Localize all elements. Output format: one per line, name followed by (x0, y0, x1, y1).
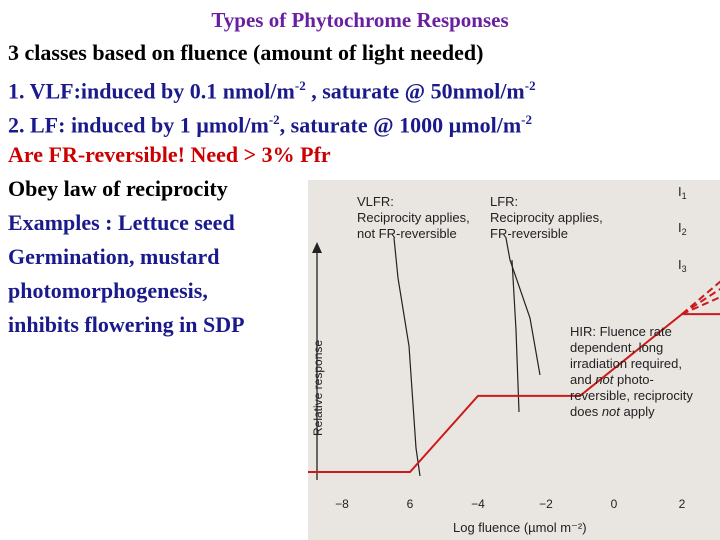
series-line-vlfr (308, 396, 546, 472)
hir-line5: reversible, reciprocity (570, 388, 693, 403)
x-axis-label: Log fluence (µmol m⁻²) (453, 520, 587, 535)
hir-line4-em: not (595, 372, 614, 387)
hir-line6-pre: does (570, 404, 602, 419)
x-tick-label: −2 (539, 497, 553, 511)
x-tick-label: 0 (610, 497, 618, 511)
lf-mid: , saturate @ 1000 µmol/m (279, 112, 522, 138)
vlfr-line1: Reciprocity applies, (357, 210, 470, 225)
photomorphogenesis-line: photomorphogenesis, (8, 278, 208, 303)
fr-reversible-line: Are FR-reversible! Need > 3% Pfr (8, 142, 331, 167)
lf-sup2: -2 (521, 112, 532, 127)
fluence-classes-line: 3 classes based on fluence (amount of light needed) (8, 40, 484, 65)
lf-sup1: -2 (268, 112, 280, 127)
lfr-line1: Reciprocity applies, (490, 210, 603, 225)
hir-line6-post: apply (619, 404, 655, 419)
hir-line6 (570, 404, 655, 419)
series-line-hir-i3 (682, 249, 720, 314)
vlfr-title: VLFR: (357, 194, 394, 209)
vlf-sup2: -2 (524, 78, 536, 93)
examples-line: Examples : Lettuce seed (8, 210, 235, 235)
vlfr-line2: not FR-reversible (357, 226, 457, 241)
hir-line2: dependent, long (570, 340, 664, 355)
x-tick-label: −8 (335, 497, 349, 511)
label-i3: $I_3$ (678, 257, 687, 274)
x-tick-labels (335, 497, 720, 511)
vlf-sup1: -2 (294, 78, 306, 93)
x-tick-label: 6 (406, 497, 414, 511)
fluence-response-figure (308, 180, 720, 540)
label-i1: $I_1$ (678, 184, 687, 201)
y-axis-label: Relative response (311, 339, 325, 436)
reciprocity-line: Obey law of reciprocity (8, 176, 228, 201)
flowering-line: inhibits flowering in SDP (8, 312, 245, 337)
label-i2: $I_2$ (678, 220, 687, 237)
x-tick-label: 2 (678, 497, 686, 511)
lfr-pointer-1 (506, 238, 540, 375)
hir-line6-em: not (601, 404, 620, 419)
germination-line: Germination, mustard (8, 244, 220, 269)
vlf-mid: , saturate @ 50nmol/m (305, 78, 525, 104)
lfr-line2: FR-reversible (490, 226, 569, 241)
slide-title: Types of Phytochrome Responses (211, 8, 509, 32)
series-line-hir-i1 (682, 190, 720, 314)
vlf-text: 1. VLF:induced by 0.1 nmol/m (8, 78, 295, 104)
hir-line1: HIR: Fluence rate (570, 324, 672, 339)
lf-line (8, 107, 532, 138)
vlf-line (8, 73, 536, 104)
lf-text: 2. LF: induced by 1 µmol/m (8, 112, 269, 138)
vlfr-pointer-2 (398, 278, 420, 476)
hir-line4-post: photo- (613, 372, 654, 387)
hir-line4 (570, 372, 654, 387)
lfr-title: LFR: (490, 194, 519, 209)
fluence-response-chart (308, 180, 720, 540)
y-axis-arrow (312, 242, 322, 253)
hir-line4-pre: and (570, 372, 596, 387)
hir-line3: irradiation required, (570, 356, 683, 371)
vlfr-pointer-1 (394, 238, 398, 278)
x-tick-label: −4 (471, 497, 485, 511)
